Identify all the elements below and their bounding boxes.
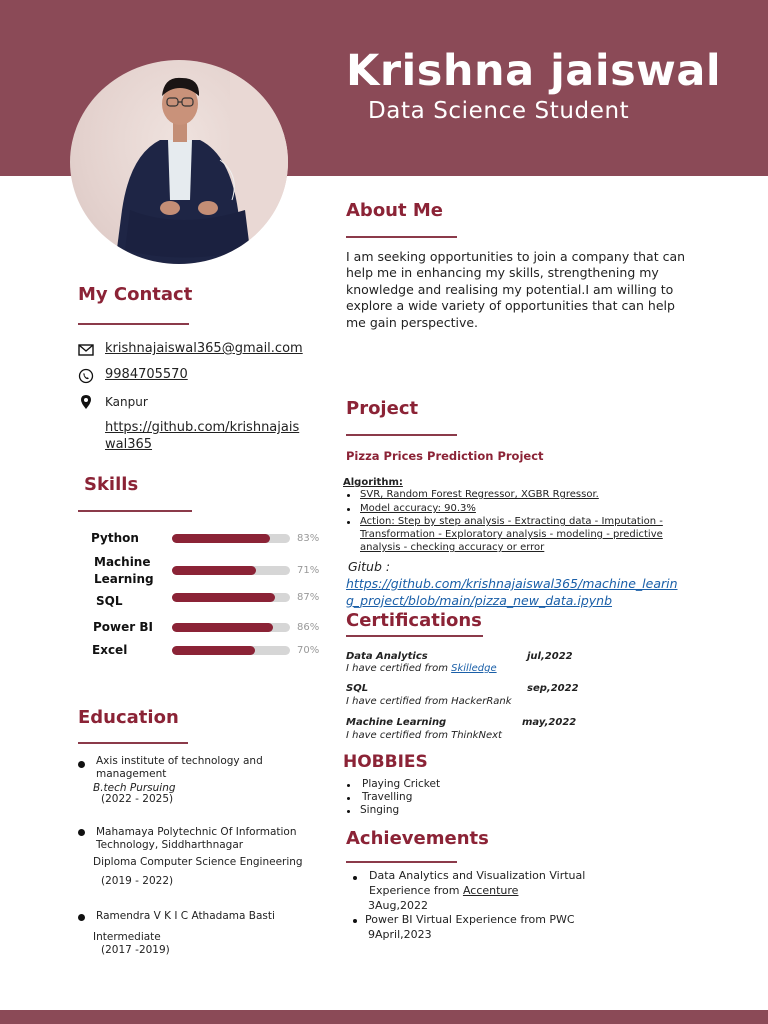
skill-bar-track: [172, 566, 290, 575]
education-title: Education: [78, 707, 179, 728]
skill-bar-fill: [172, 566, 256, 575]
project-github-label: Gitub :: [348, 559, 391, 574]
skill-percent: 83%: [297, 533, 320, 544]
hobby-bullet: [347, 784, 350, 787]
skill-percent: 87%: [297, 592, 320, 603]
skills-rule: [78, 510, 192, 512]
education-degree: Diploma Computer Science Engineering: [93, 856, 303, 868]
achievement-line: [369, 884, 518, 897]
skill-bar-fill: [172, 646, 255, 655]
about-line: knowledge and realising my potential.I am willing to: [346, 282, 674, 297]
cert-issuer-text: I have certified from: [346, 663, 452, 674]
skill-label: Python: [91, 531, 139, 545]
project-action-line: analysis - checking accuracy or error: [360, 542, 545, 553]
education-degree: Intermediate: [93, 931, 161, 943]
education-bullet: [78, 914, 85, 921]
cert-name: Data Analytics: [346, 651, 428, 662]
education-years: (2022 - 2025): [101, 793, 174, 805]
about-line: explore a wide variety of opportunities that can help: [346, 298, 675, 313]
education-years: (2019 - 2022): [101, 875, 174, 887]
project-bullet: [347, 521, 350, 524]
mail-icon: [78, 342, 94, 358]
cert-issuer-link[interactable]: Skilledge: [451, 663, 497, 674]
skill-percent: 70%: [297, 645, 320, 656]
education-school: Mahamaya Polytechnic Of Information: [96, 826, 297, 838]
hobby-item: Travelling: [362, 791, 413, 803]
education-school: management: [96, 768, 167, 780]
skill-bar-fill: [172, 623, 273, 632]
cert-issuer: I have certified from ThinkNext: [346, 730, 502, 741]
project-bullet: [347, 508, 350, 511]
about-line: help me in enhancing my skills, strengthening my: [346, 265, 659, 280]
skill-percent: 86%: [297, 622, 320, 633]
cert-issuer: [346, 662, 497, 675]
project-bullet: [347, 494, 350, 497]
footer-band: [0, 1010, 768, 1024]
education-rule: [78, 742, 188, 744]
achievement-bullet: [353, 919, 357, 923]
contact-phone[interactable]: 9984705570: [105, 367, 188, 382]
education-bullet: [78, 761, 85, 768]
hobbies-title: HOBBIES: [343, 752, 428, 772]
skill-label: SQL: [96, 594, 123, 608]
education-degree: B.tech Pursuing: [93, 782, 176, 794]
cert-date: jul,2022: [527, 651, 573, 662]
about-line: me gain perspective.: [346, 315, 479, 330]
skill-bar-fill: [172, 534, 270, 543]
skill-bar-track: [172, 534, 290, 543]
achievement-line: Power BI Virtual Experience from PWC: [365, 913, 575, 926]
skill-label: Power BI: [93, 620, 153, 634]
education-school: Technology, Siddharthnagar: [96, 839, 244, 851]
hobby-bullet: [347, 797, 350, 800]
project-algorithm-label: Algorithm:: [343, 477, 403, 488]
achievement-bullet: [353, 876, 357, 880]
certifications-rule: [346, 635, 483, 637]
phone-icon: [78, 368, 94, 384]
about-line: I am seeking opportunities to join a company that can: [346, 249, 686, 264]
candidate-name: Krishna jaiswal: [346, 46, 722, 96]
cert-name: SQL: [346, 683, 369, 694]
education-school: Ramendra V K I C Athadama Basti: [96, 910, 275, 922]
achievement-date: 3Aug,2022: [368, 899, 428, 912]
contact-github-line2[interactable]: wal365: [105, 437, 153, 452]
achievement-text: Experience from: [369, 884, 463, 897]
skill-label: Machine Learning: [94, 555, 154, 586]
cert-date: may,2022: [522, 717, 577, 728]
contact-rule: [78, 323, 189, 325]
project-github-link[interactable]: https://github.com/krishnajaiswal365/machine_learin: [346, 576, 678, 591]
contact-title: My Contact: [78, 284, 193, 305]
skills-title: Skills: [84, 474, 139, 495]
skill-bar-track: [172, 623, 290, 632]
achievements-title: Achievements: [346, 828, 489, 849]
achievement-link[interactable]: Accenture: [462, 884, 519, 897]
hobby-bullet: [347, 810, 350, 813]
project-github-link[interactable]: g_project/blob/main/pizza_new_data.ipynb: [346, 593, 613, 608]
education-school: Axis institute of technology and: [96, 755, 263, 767]
hobby-item: Playing Cricket: [362, 778, 441, 790]
skill-bar-fill: [172, 593, 275, 602]
about-title: About Me: [346, 200, 443, 221]
skill-label: Excel: [92, 643, 128, 657]
skill-bar-track: [172, 593, 290, 602]
project-point: SVR, Random Forest Regressor, XGBR Rgressor.: [360, 489, 599, 500]
contact-location: Kanpur: [105, 395, 148, 409]
project-title: Project: [346, 398, 419, 419]
contact-email[interactable]: krishnajaiswal365@gmail.com: [105, 341, 303, 356]
cert-date: sep,2022: [527, 683, 579, 694]
cert-issuer: I have certified from HackerRank: [346, 696, 512, 707]
cert-name: Machine Learning: [346, 717, 447, 728]
about-rule: [346, 236, 457, 238]
achievement-line: Data Analytics and Visualization Virtual: [369, 869, 586, 882]
project-point: Action: Step by step analysis - Extracting data - Imputation -: [360, 516, 663, 527]
achievements-rule: [346, 861, 457, 863]
skill-bar-track: [172, 646, 290, 655]
achievement-date: 9April,2023: [368, 928, 432, 941]
project-point: Model accuracy: 90.3%: [360, 503, 476, 514]
project-name: Pizza Prices Prediction Project: [346, 449, 544, 463]
location-pin-icon: [78, 394, 94, 410]
skill-percent: 71%: [297, 565, 320, 576]
education-years: (2017 -2019): [101, 944, 170, 956]
certifications-title: Certifications: [346, 610, 482, 631]
project-action-line: Transformation - Exploratory analysis - modeling - predictive: [360, 529, 663, 540]
project-rule: [346, 434, 457, 436]
hobby-item: Singing: [360, 804, 400, 816]
candidate-role: Data Science Student: [368, 98, 630, 124]
profile-photo: [70, 60, 288, 264]
education-bullet: [78, 829, 85, 836]
contact-github-line1[interactable]: https://github.com/krishnajais: [105, 420, 300, 435]
